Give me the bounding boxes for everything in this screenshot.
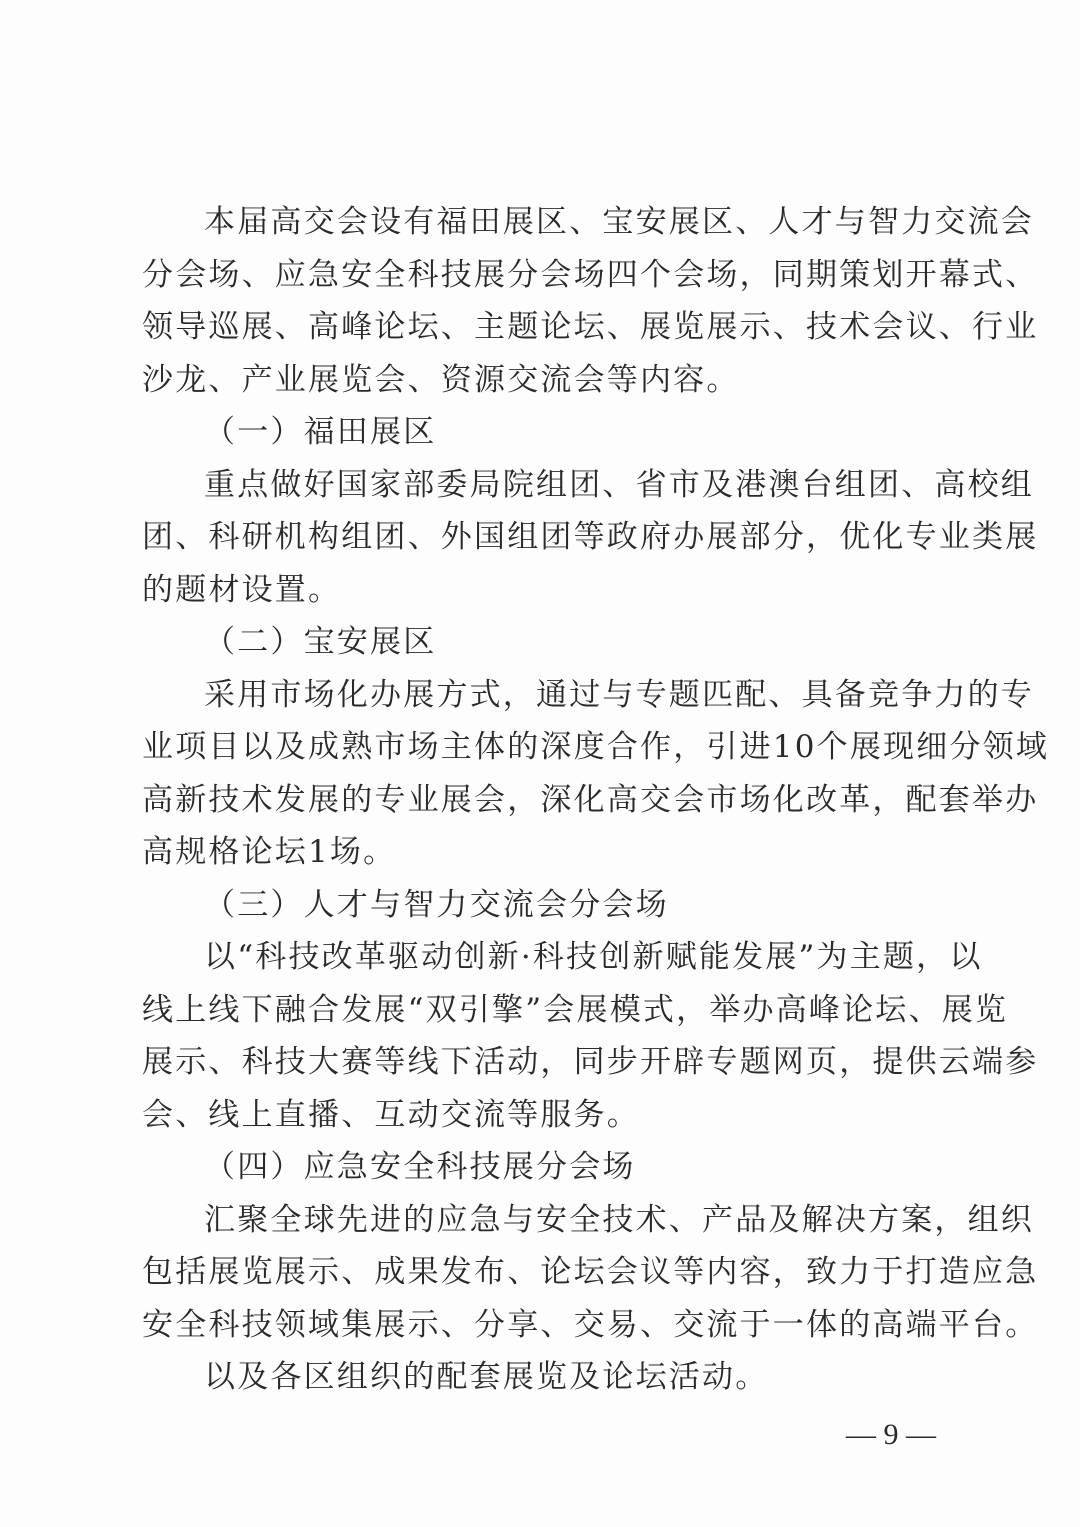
paragraph-line: 会、线上直播、互动交流等服务。 xyxy=(142,1096,640,1133)
paragraph-line: 业项目以及成熟市场主体的深度合作，引进10个展现细分领域 xyxy=(142,729,1050,765)
paragraph-line: 以及各区组织的配套展览及论坛活动。 xyxy=(204,1359,769,1395)
paragraph-line: 本届高交会设有福田展区、宝安展区、人才与智力交流会 xyxy=(204,204,1034,240)
paragraph-line: 团、科研机构组团、外国组团等政府办展部分，优化专业类展 xyxy=(142,519,1039,555)
paragraph-line: 重点做好国家部委局院组团、省市及港澳台组团、高校组 xyxy=(204,466,1034,503)
section-heading: （二）宝安展区 xyxy=(204,624,437,660)
section-heading: （一）福田展区 xyxy=(204,414,437,450)
paragraph-line: 包括展览展示、成果发布、论坛会议等内容，致力于打造应急 xyxy=(142,1254,1039,1290)
paragraph-line: 汇聚全球先进的应急与安全技术、产品及解决方案，组织 xyxy=(204,1201,1034,1238)
paragraph-line: 以“科技改革驱动创新·科技创新赋能发展”为主题，以 xyxy=(204,939,983,975)
paragraph-line: 高规格论坛1场。 xyxy=(142,834,397,870)
paragraph-line: 高新技术发展的专业展会，深化高交会市场化改革，配套举办 xyxy=(142,781,1039,818)
paragraph-line: 采用市场化办展方式，通过与专题匹配、具备竞争力的专 xyxy=(204,676,1034,713)
paragraph-line: 线上线下融合发展“双引擎”会展模式，举办高峰论坛、展览 xyxy=(142,991,1009,1028)
section-heading: （三）人才与智力交流会分会场 xyxy=(204,886,669,923)
paragraph-line: 领导巡展、高峰论坛、主题论坛、展览展示、技术会议、行业 xyxy=(142,309,1039,345)
paragraph-line: 展示、科技大赛等线下活动，同步开辟专题网页，提供云端参 xyxy=(142,1044,1039,1080)
paragraph-line: 分会场、应急安全科技展分会场四个会场，同期策划开幕式、 xyxy=(142,256,1039,293)
paragraph-line: 沙龙、产业展览会、资源交流会等内容。 xyxy=(142,361,740,398)
document-body xyxy=(142,196,1050,1404)
section-heading: （四）应急安全科技展分会场 xyxy=(204,1149,636,1185)
page-number: — 9 — xyxy=(846,1418,936,1451)
paragraph-line: 的题材设置。 xyxy=(142,571,342,608)
paragraph-line: 安全科技领域集展示、分享、交易、交流于一体的高端平台。 xyxy=(142,1306,1039,1343)
